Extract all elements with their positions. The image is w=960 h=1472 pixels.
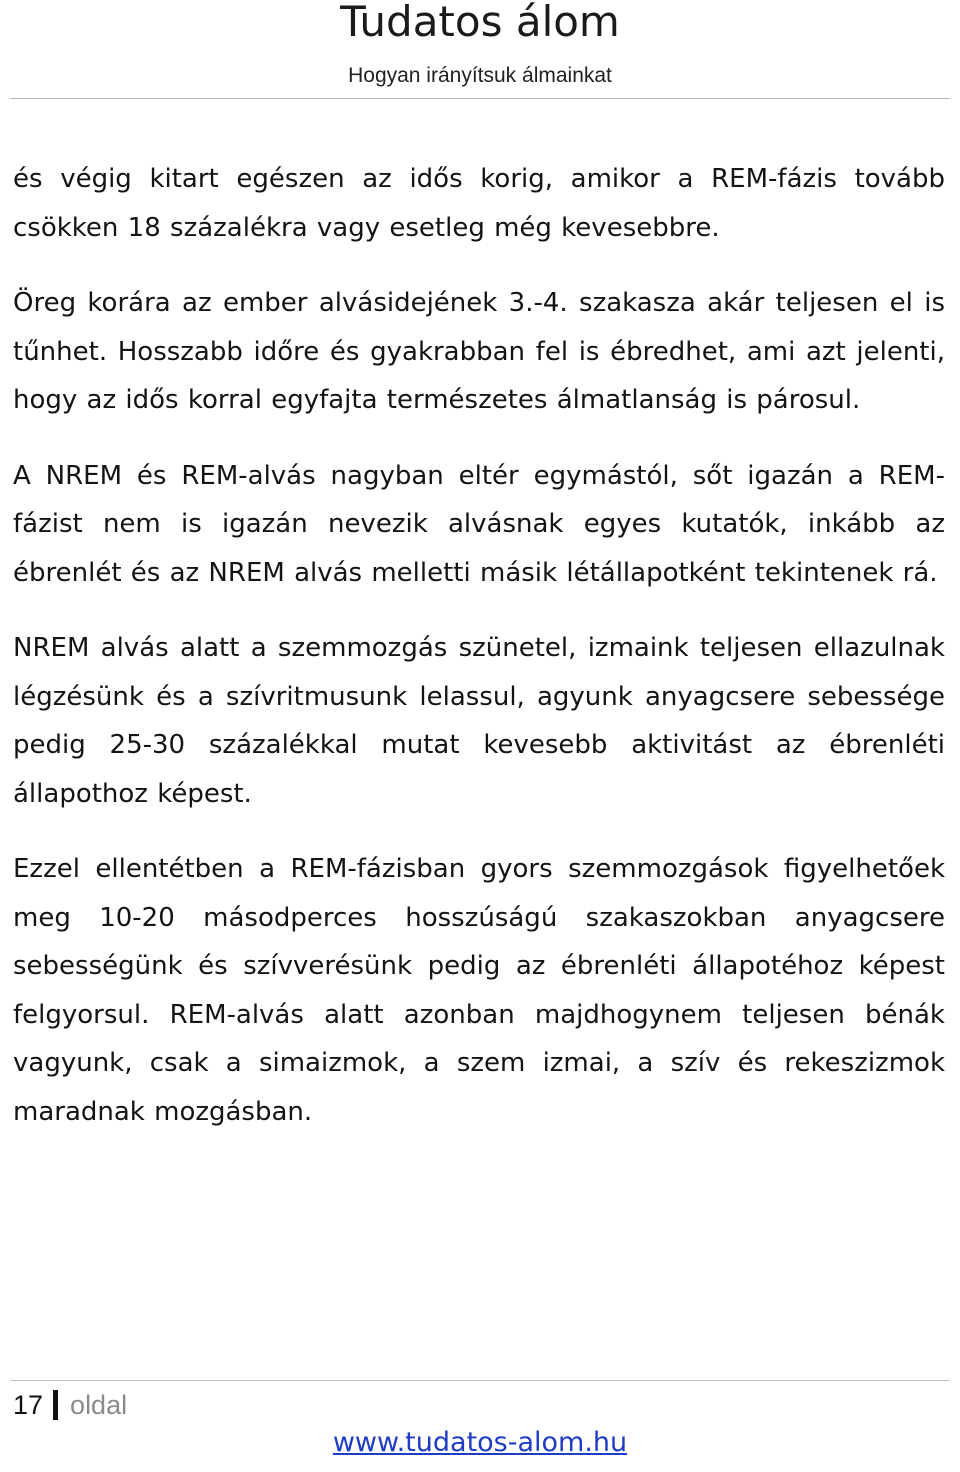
page-number-separator <box>53 1390 58 1420</box>
paragraph-2: Öreg korára az ember alvásidejének 3.-4. szakasza akár teljesen el is tűnhet. Hosszabb időre és gyakrabban fel is ébredhet, ami azt jelenti, hogy az idős korral egyfajta természetes álmatlanság is párosul. <box>13 288 945 415</box>
page-number <box>13 1387 127 1423</box>
footer-divider <box>10 1380 950 1381</box>
document-subtitle: Hogyan irányítsuk álmainkat <box>348 64 612 87</box>
paragraph-1: és végig kitart egészen az idős korig, amikor a REM-fázis tovább csökken 18 százalékra vagy esetleg még kevesebbre. <box>13 164 945 243</box>
website-link[interactable]: www.tudatos-alom.hu <box>332 1427 628 1458</box>
page-number-label: oldal <box>70 1390 128 1420</box>
paragraph-5: Ezzel ellentétben a REM-fázisban gyors szemmozgások figyelhetőek meg 10-20 másodperces hosszúságú szakaszokban anyagcsere sebességünk és szívverésünk pedig az ébrenléti állapotéhoz képest felgyorsul. REM-alvás alatt azonban majdhogynem teljesen bénák vagyunk, csak a simaizmok, a szem izmai, a szív és rekeszizmok maradnak mozgásban. <box>13 854 945 1127</box>
page-number-value: 17 <box>13 1390 44 1420</box>
footer-website <box>0 1424 960 1462</box>
document-title: Tudatos álom <box>340 0 620 46</box>
paragraph-3: A NREM és REM-alvás nagyban eltér egymástól, sőt igazán a REM-fázist nem is igazán nevezik alvásnak egyes kutatók, inkább az ébrenlét és az NREM alvás melletti másik létállapotként tekintenek rá. <box>13 460 945 588</box>
header-divider <box>10 98 950 99</box>
body-text <box>13 155 945 1163</box>
paragraph-4: NREM alvás alatt a szemmozgás szünetel, izmaink teljesen ellazulnak légzésünk és a szívritmusunk lelassul, agyunk anyagcsere sebessége pedig 25-30 százalékkal mutat kevesebb aktivitást az ébrenléti állapothoz képest. <box>13 633 945 809</box>
